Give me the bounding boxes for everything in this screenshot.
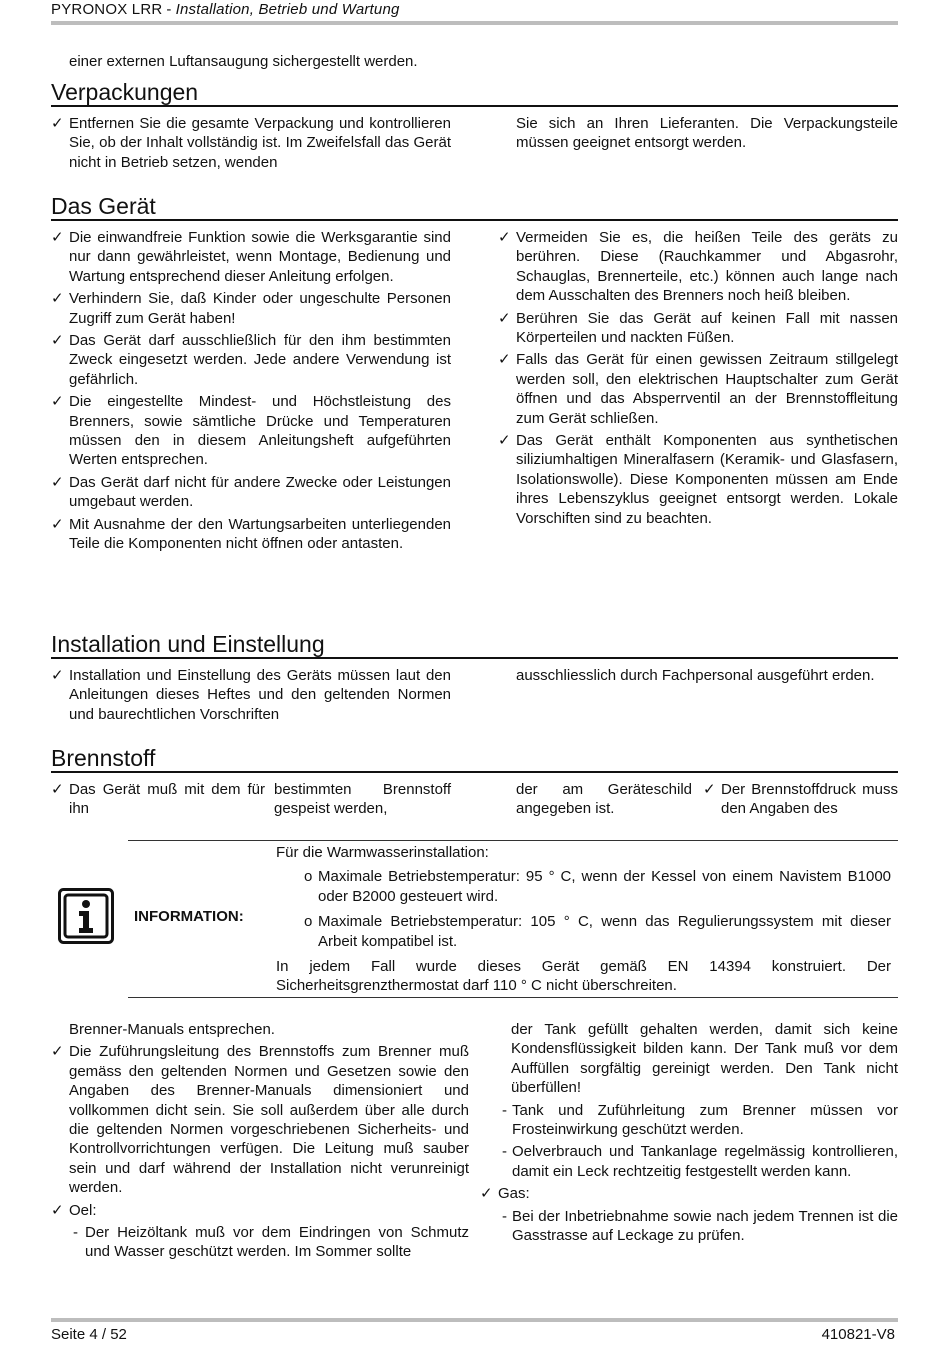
list-item: ✓ Entfernen Sie die gesamte Verpackung und kontrollieren Sie, ob der Inhalt vollständig ist. Im Zweifelsfall das Gerät nicht in Betrieb setzen, wenden: [51, 115, 451, 171]
check-mark-icon: ✓: [498, 229, 511, 246]
check-mark-icon: ✓: [51, 515, 64, 533]
geraet-right-col: [498, 228, 898, 531]
dash-marker: -: [73, 1224, 78, 1242]
list-item: ✓ Das Gerät muß mit dem für ihn: [51, 781, 265, 818]
dash-marker: -: [502, 1143, 507, 1161]
brennstoff-col-3: der am Geräteschild angegeben ist.: [516, 781, 692, 818]
intro-line: einer externen Luftansaugung sichergestellt werden.: [69, 53, 418, 70]
check-mark-icon: ✓: [498, 309, 511, 327]
check-mark-icon: ✓: [51, 667, 64, 684]
footer-rule: [51, 1318, 898, 1322]
list-item: ✓ Oel:: [51, 1201, 97, 1219]
bullet-marker: o: [304, 913, 313, 931]
sub-list-item: - Der Heizöltank muß vor dem Eindringen von Schmutz und Wasser geschützt werden. Im Sommer sollte: [73, 1224, 469, 1261]
installation-right-col: [516, 666, 898, 688]
check-mark-icon: ✓: [51, 393, 64, 411]
paragraph-continuation: Sie sich an Ihren Lieferanten. Die Verpackungsteile müssen geeignet entsorgt werden.: [516, 115, 898, 152]
information-closing: In jedem Fall wurde dieses Gerät gemäß EN 14394 konstruiert. Der Sicherheitsgrenzthermostat darf 110 ° C nicht überschreiten.: [276, 958, 891, 995]
information-label: INFORMATION:: [134, 908, 244, 925]
header-separator: -: [166, 1, 172, 18]
information-icon: [58, 888, 114, 944]
list-item: ✓ Verhindern Sie, daß Kinder oder ungeschulte Personen Zugriff zum Gerät haben!: [51, 290, 451, 327]
list-item: ✓ Das Gerät darf nicht für andere Zwecke oder Leistungen umgebaut werden.: [51, 473, 451, 511]
section-title-brennstoff: Brennstoff: [51, 745, 156, 771]
sub-list-item: - Oelverbrauch und Tankanlage regelmässig kontrollieren, damit ein Leck rechtzeitig festgestellt werden kann.: [502, 1143, 898, 1180]
paragraph-continuation: ausschliesslich durch Fachpersonal ausgeführt erden.: [516, 667, 875, 684]
sub-list-item: - Bei der Inbetriebnahme sowie nach jedem Trennen ist die Gasstrasse auf Leckage zu prüfen.: [502, 1207, 898, 1245]
dash-marker: -: [502, 1207, 507, 1225]
brennstoff-col-4: [703, 780, 898, 822]
installation-left-col: [51, 666, 451, 727]
section-rule: [51, 105, 898, 107]
list-item: ✓ Mit Ausnahme der den Wartungsarbeiten unterliegenden Teile die Komponenten nicht öffnen oder antasten.: [51, 515, 451, 553]
list-item: ✓ Das Gerät enthält Komponenten aus synthetischen siliziumhaltigen Mineralfasern (Keramik- und Glasfasern, Isolationswolle). Diese Komponenten müssen am Ende ihres Lebenszyklus geeignet entsorgt werden. Lokale Vorschiften sind zu beachten.: [498, 432, 898, 527]
check-mark-icon: ✓: [51, 115, 64, 132]
dash-marker: -: [502, 1101, 507, 1119]
lower-left-col: [51, 1020, 469, 1265]
verpackungen-left-col: [51, 114, 451, 175]
check-mark-icon: ✓: [480, 1185, 493, 1203]
section-title-verpackungen: Verpackungen: [51, 79, 199, 105]
section-rule: [51, 657, 898, 659]
sub-list-item: - Tank und Zuführleitung zum Brenner müssen vor Frosteinwirkung geschützt werden.: [502, 1101, 898, 1139]
check-mark-icon: ✓: [703, 781, 716, 798]
list-item: ✓ Der Brennstoffdruck muss den Angaben des: [703, 781, 898, 818]
header-product: PYRONOX LRR: [51, 1, 163, 18]
list-item: ✓ Die eingestellte Mindest- und Höchstleistung des Brenners, sowie sämtliche Drücke und Temperaturen müssen den in diesem Anleitungsheft aufgeführten Werten entsprechen.: [51, 393, 451, 469]
footer-page-number: Seite 4 / 52: [51, 1326, 127, 1343]
paragraph-continuation: der Tank gefüllt gehalten werden, damit sich keine Kondensflüssigkeit bilden kann. Der Tank muß vor dem Auffüllen sorgfältig gereinigt werden. Den Tank nicht überfüllen!: [511, 1021, 898, 1097]
list-item: ✓ Vermeiden Sie es, die heißen Teile des geräts zu berühren. Diese (Rauchkammer und Abgasrohr, Schauglas, Brennerteile, etc.) können auch lange nach dem Ausschalten des Brenners noch heiß bleiben.: [498, 229, 898, 305]
section-title-geraet: Das Gerät: [51, 193, 156, 219]
list-item: ✓ Berühren Sie das Gerät auf keinen Fall mit nassen Körperteilen und nackten Füßen.: [498, 309, 898, 347]
bullet-marker: o: [304, 868, 313, 886]
check-mark-icon: ✓: [51, 1201, 64, 1219]
verpackungen-right-col: [516, 114, 898, 156]
check-mark-icon: ✓: [498, 432, 511, 450]
list-item: ✓ Installation und Einstellung des Geräts müssen laut den Anleitungen dieses Heftes und den geltenden Normen und baurechtlichen Vorschriften: [51, 667, 451, 723]
list-item: ✓ Gas:: [480, 1185, 530, 1203]
information-intro: Für die Warmwasserinstallation:: [276, 844, 489, 861]
check-mark-icon: ✓: [51, 781, 64, 798]
check-mark-icon: ✓: [51, 332, 64, 350]
header-title: [51, 1, 400, 18]
check-mark-icon: ✓: [51, 1043, 64, 1061]
check-mark-icon: ✓: [51, 290, 64, 308]
section-title-installation: Installation und Einstellung: [51, 631, 325, 657]
geraet-left-col: [51, 228, 451, 557]
footer-doc-id: 410821-V8: [821, 1326, 895, 1343]
brennstoff-col-2: bestimmten Brennstoff gespeist werden,: [274, 781, 451, 818]
header-subtitle: Installation, Betrieb und Wartung: [175, 1, 400, 18]
information-bullet: o Maximale Betriebstemperatur: 105 ° C, wenn das Regulierungssystem mit dieser Arbeit kompatibel ist.: [304, 913, 891, 950]
check-mark-icon: ✓: [498, 351, 511, 369]
list-item: ✓ Die Zuführungsleitung des Brennstoffs zum Brenner muß gemäss den geltenden Normen und Gesetzen sowie den Angaben des Brenner-Manuals dimensioniert und vollkommen dicht sein. Sie soll außerdem über alle durch die geltenden Normen vorgeschriebenen Sicherheits- und Kontrollvorrichtungen verfügen. Die Leitung muß sauber sein und darf während der Installation nicht verunreinigt werden.: [51, 1043, 469, 1197]
information-bullet: o Maximale Betriebstemperatur: 95 ° C, wenn der Kessel von einem Navistem B1000 oder B2000 gesteuert wird.: [304, 868, 891, 905]
list-item: ✓ Die einwandfreie Funktion sowie die Werksgarantie sind nur dann gewährleistet, wenn Montage, Bedienung und Wartung entsprechend dieser Anleitung erfolgen.: [51, 229, 451, 285]
header-rule: [51, 21, 898, 25]
lower-right-col: [480, 1020, 898, 1248]
list-item: ✓ Das Gerät darf ausschließlich für den ihm bestimmten Zweck eingesetzt werden. Jede andere Verwendung ist gefährlich.: [51, 332, 451, 388]
check-mark-icon: ✓: [51, 229, 64, 246]
brennstoff-col-1: [51, 780, 265, 822]
paragraph-continuation: Brenner-Manuals entsprechen.: [69, 1021, 275, 1038]
list-item: ✓ Falls das Gerät für einen gewissen Zeitraum stillgelegt werden soll, den elektrischen Hauptschalter zum Gerät öffnen und das Absperrventil an der Brennstoffleitung zum Gerät schließen.: [498, 351, 898, 427]
check-mark-icon: ✓: [51, 473, 64, 491]
section-rule: [51, 219, 898, 221]
information-content: [276, 843, 891, 999]
section-rule: [51, 771, 898, 773]
